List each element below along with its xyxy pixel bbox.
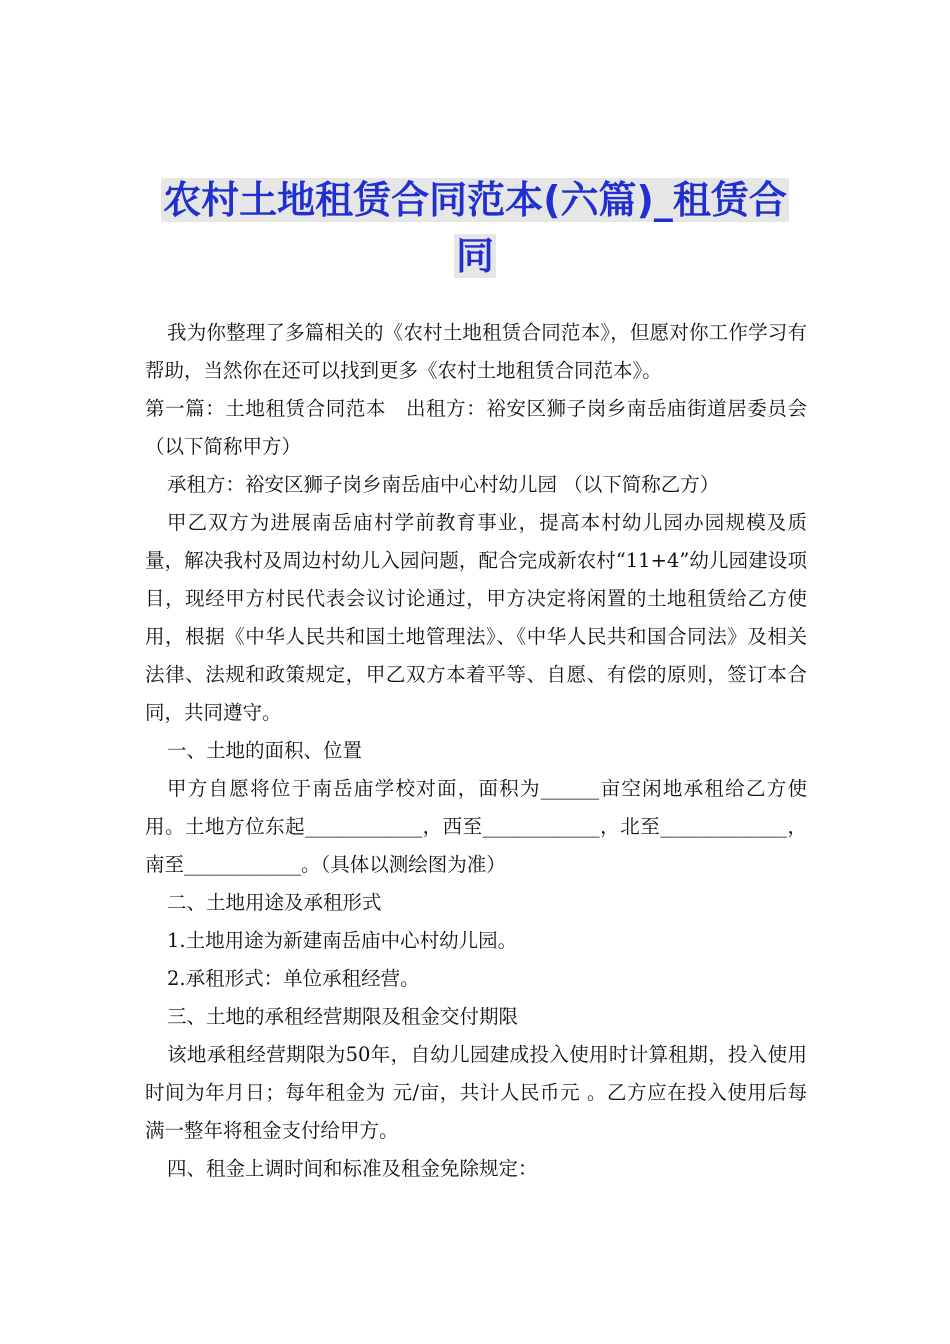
title-line-2: 同 — [455, 234, 494, 278]
section-heading-4: 四、租金上调时间和标准及租金免除规定： — [167, 1157, 538, 1180]
section-heading-3: 三、土地的承租经营期限及租金交付期限 — [167, 1005, 519, 1028]
lessee-paragraph: 承租方：裕安区狮子岗乡南岳庙中心村幼儿园 （以下简称乙方） — [167, 473, 720, 496]
area-location-paragraph: 甲方自愿将位于南岳庙学校对面，面积为______亩空闲地承租给乙方使用。土地方位东起____________，西至____________，北至_____________，南至____________。（具体以测绘图为准） — [145, 777, 807, 876]
intro-paragraph: 我为你整理了多篇相关的《农村土地租赁合同范本》，但愿对你工作学习有帮助，当然你在还可以找到更多《农村土地租赁合同范本》。 — [145, 321, 807, 382]
section-heading-1: 一、土地的面积、位置 — [167, 739, 363, 762]
document-body — [145, 314, 807, 1188]
usage-item-1: 1.土地用途为新建南岳庙中心村幼儿园。 — [167, 929, 518, 952]
document-title — [150, 172, 800, 284]
section-heading-2: 二、土地用途及承租形式 — [167, 891, 382, 914]
usage-item-2: 2.承租形式：单位承租经营。 — [167, 967, 420, 990]
title-line-1: 农村土地租赁合同范本(六篇)_租赁合 — [163, 178, 787, 222]
purpose-paragraph: 甲乙双方为进展南岳庙村学前教育事业，提高本村幼儿园办园规模及质量，解决我村及周边村幼儿入园问题，配合完成新农村“11+4”幼儿园建设项目，现经甲方村民代表会议讨论通过，甲方决定将闲置的土地租赁给乙方使用，根据《中华人民共和国土地管理法》、《中华人民共和国合同法》及相关法律、法规和政策规定，甲乙双方本着平等、自愿、有偿的原则，签订本合同，共同遵守。 — [145, 511, 807, 724]
term-rent-paragraph: 该地承租经营期限为50年，自幼儿园建成投入使用时计算租期，投入使用时间为年月日；每年租金为 元/亩，共计人民币元 。乙方应在投入使用后每满一整年将租金支付给甲方。 — [145, 1043, 807, 1142]
lessor-paragraph: 第一篇：土地租赁合同范本 出租方：裕安区狮子岗乡南岳庙街道居委员会 （以下简称甲方） — [145, 397, 807, 458]
